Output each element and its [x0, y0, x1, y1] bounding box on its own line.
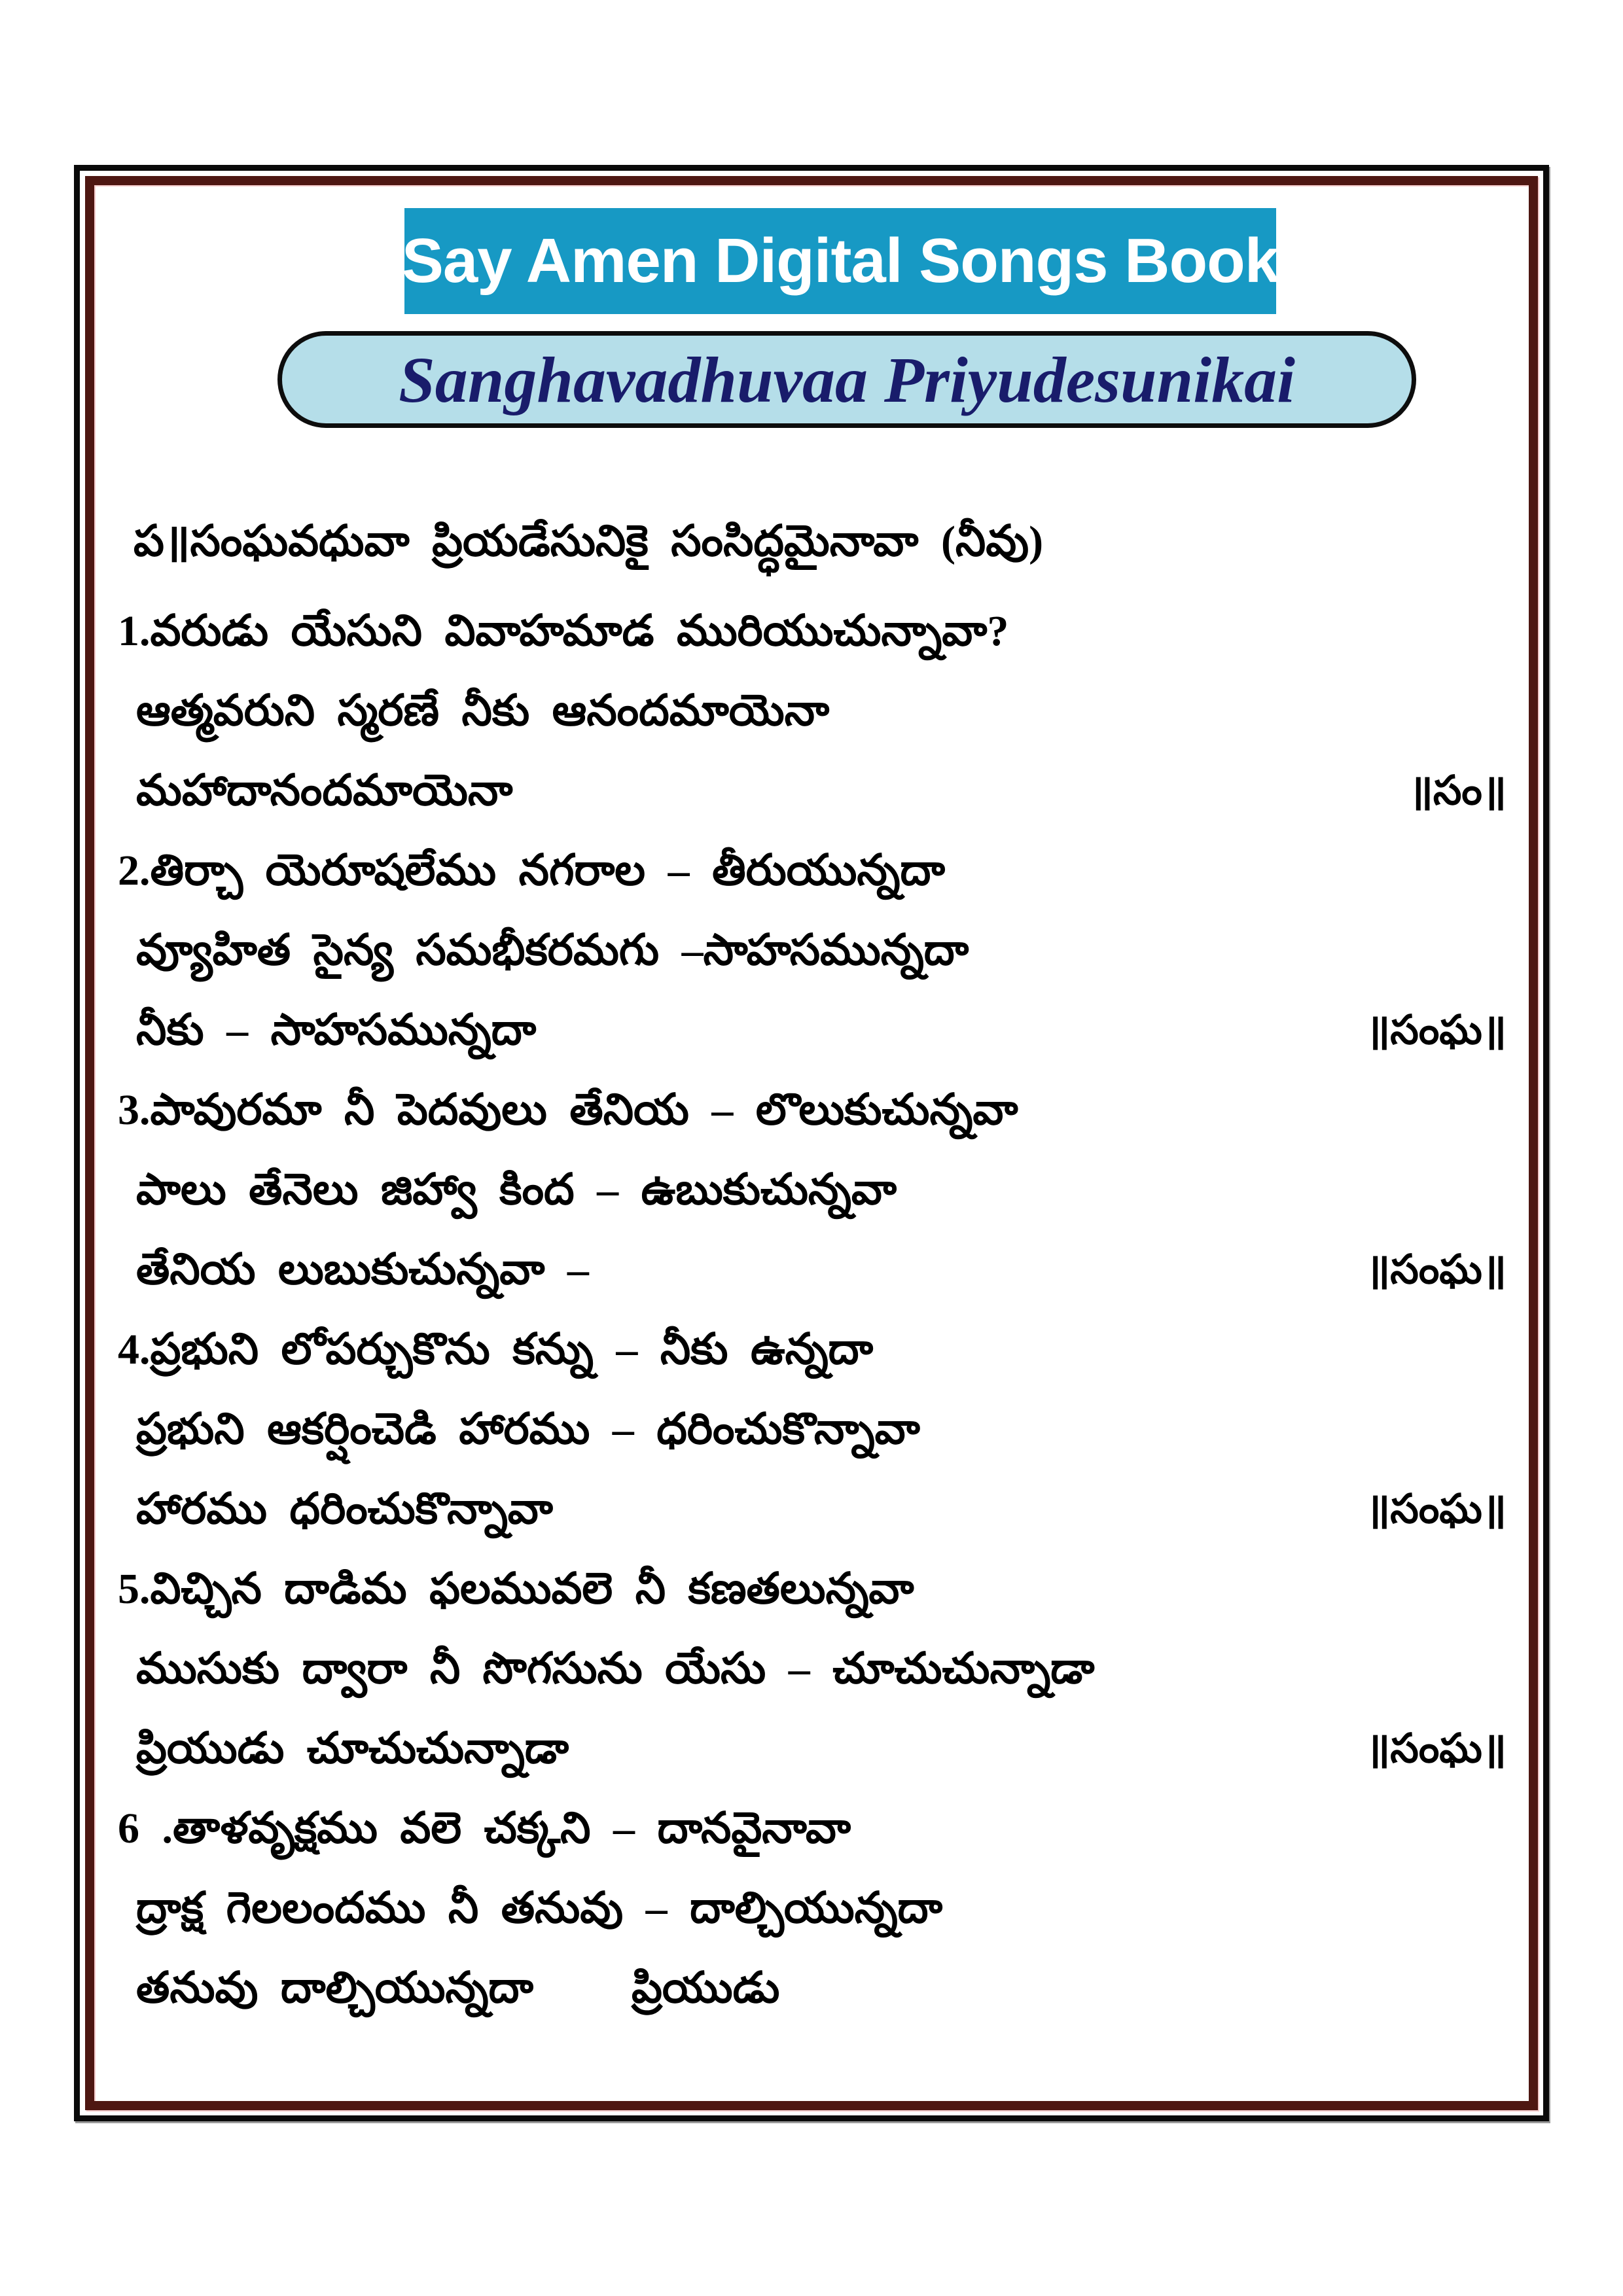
lyrics-block	[118, 506, 1507, 2033]
pallavi-line	[118, 506, 1507, 586]
lyric-text: తనువు దాల్చియున్నదా	[136, 1964, 533, 2012]
lyric-line	[118, 1714, 1507, 1793]
lyric-line	[118, 1075, 1507, 1155]
lyric-text-suffix: ప్రియుడు	[631, 1964, 780, 2012]
refrain-marker: ॥సంఘ॥	[1366, 1726, 1507, 1771]
lyric-text: వ్యూహిత సైన్య సమభీకరమగు –సాహసమున్నదా	[136, 926, 969, 974]
lyric-line	[118, 1155, 1507, 1235]
song-title: Sanghavadhuvaa Priyudesunikai	[399, 343, 1295, 416]
songbook-title: Say Amen Digital Songs Book	[401, 226, 1279, 296]
lyric-line	[118, 676, 1507, 756]
refrain-marker: ॥సంఘ॥	[1366, 1008, 1507, 1053]
lyric-text: 5.విచ్చిన దాడిమ ఫలమువలె నీ కణతలున్నవా	[118, 1564, 914, 1613]
refrain-marker: ॥సంఘ॥	[1366, 1487, 1507, 1532]
lyric-text: పాలు తేనెలు జిహ్వా కింద – ఉబుకుచున్నవా	[136, 1165, 897, 1214]
lyric-line	[118, 596, 1507, 676]
lyric-text: ద్రాక్ష గెలలందము నీ తనువు – దాల్చియున్నదా	[136, 1884, 943, 1932]
lyric-text: ప్రియుడు చూచుచున్నాడా	[136, 1724, 569, 1773]
refrain-marker: ॥సం॥	[1408, 768, 1507, 813]
lyric-text: ఆత్మవరుని స్మరణే నీకు ఆనందమాయెనా	[136, 686, 830, 735]
lyric-line	[118, 836, 1507, 915]
lyric-text: 1.వరుడు యేసుని వివాహమాడ మురియుచున్నావా?	[118, 607, 1009, 655]
lyric-text: 3.పావురమా నీ పెదవులు తేనియ – లొలుకుచున్నవా	[118, 1086, 1018, 1134]
lyric-text: మహాదానందమాయెనా	[136, 766, 513, 815]
lyric-text: 4.ప్రభుని లోపర్చుకొను కన్ను – నీకు ఉన్నదా	[118, 1325, 874, 1373]
lyric-text: నీకు – సాహసమున్నదా	[136, 1006, 537, 1054]
songbook-banner	[401, 208, 1279, 314]
lyric-line	[118, 756, 1507, 836]
pallavi-text: ప॥సంఘవధువా ప్రియడేసునికై సంసిద్ధమైనావా (నీవు)	[134, 517, 1044, 565]
lyric-line	[118, 1235, 1507, 1315]
song-title-pill	[277, 331, 1416, 428]
lyric-line	[118, 915, 1507, 995]
lyric-line	[118, 1953, 1507, 2033]
lyric-line	[118, 1394, 1507, 1474]
lyric-text: ప్రభుని ఆకర్షించెడి హారము – ధరించుకొన్నావా	[136, 1405, 920, 1453]
refrain-marker: ॥సంఘ॥	[1366, 1247, 1507, 1292]
lyric-text: హారము ధరించుకొన్నావా	[136, 1485, 553, 1533]
lyric-line	[118, 1793, 1507, 1873]
lyric-text: 6 .తాళవృక్షము వలె చక్కని – దానవైనావా	[118, 1804, 851, 1852]
lyric-line	[118, 1474, 1507, 1554]
lyric-line	[118, 1554, 1507, 1634]
lyric-line	[118, 1873, 1507, 1953]
lyric-text: ముసుకు ద్వారా నీ సొగసును యేసు – చూచుచున్నాడా	[136, 1644, 1095, 1693]
lyric-text: 2.తిర్చా యెరూషలేము నగరాల – తీరుయున్నదా	[118, 846, 945, 894]
lyric-line	[118, 995, 1507, 1075]
lyric-line	[118, 1315, 1507, 1394]
lyric-text: తేనియ లుబుకుచున్నవా –	[136, 1245, 589, 1294]
lyric-line	[118, 1634, 1507, 1714]
